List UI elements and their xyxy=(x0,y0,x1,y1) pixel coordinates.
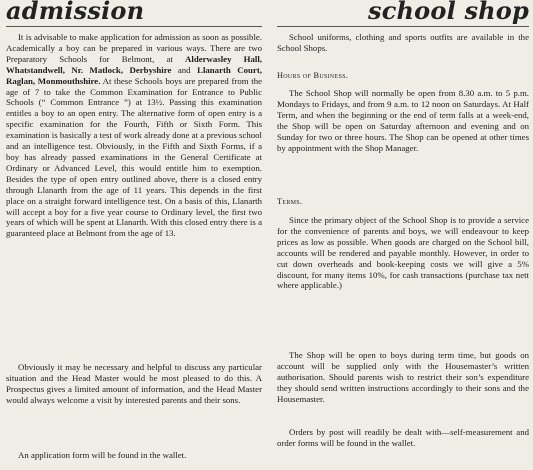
orders-by-post-paragraph: Orders by post will readily be dealt with—self-measurement and order forms will be found in the wallet. xyxy=(277,427,529,448)
admission-para1-and: and xyxy=(171,64,198,75)
admission-para1-intro: It is advisable to make application for admission as soon as possible. Academically a boy can be prepared in various ways. There are two Preparatory Schools for Belmont, at xyxy=(6,32,262,64)
school-shop-heading: school shop xyxy=(367,0,529,25)
terms-subheading: Terms. xyxy=(277,197,303,206)
terms-paragraph: Since the primary object of the School Shop is to provide a service for the convenience of parents and boys, we will endeavour to keep prices as low as possible. When goods are charged on the School bill, accounts will be rendered and payable monthly. However, in order to cut down overheads and book-keeping costs we will give a 5% discount, for many items 10%, for cash transactions (purchase tax nett where applicable.) xyxy=(277,215,529,291)
admission-heading: admission xyxy=(6,0,145,25)
prep-school-llanarth: Llanarth Court, Raglan, Monmouthshire. xyxy=(6,64,262,86)
prep-school-alderwasley: Alderwasley Hall, Whatstandwell, Nr. Matlock, Derbyshire xyxy=(6,53,263,75)
admission-paragraph-1 xyxy=(6,32,262,239)
admission-para1-body: At these Schools boys are prepared from the age of 7 to take the Common Examination for Entrance to Public Schools (“ Common Entrance ”) at 13½. Passing this examination entitles a boy to an open entry. The alternative form of open entry is a specific examination for the Fourth, Fifth or Sixth Form. This examination is basically a test of work already done at a previous school and an intelligence test. Obviously, in the Fifth and Sixth Forms, if a boy has already passed examinations in the General Certificate at Ordinary or Advanced Level, this would entitle him to exemption. Besides the type of open entry outlined above, there is a closed entry through Llanarth from the age of 11 years. This depends in the first place on a straight forward intelligence test. On a basis of this, Llanarth will accept a boy for a five year course to Ordinary level, the first two years of which will be spent at Llanarth. With this closed entry there is a guaranteed place at Belmont from the age of 13. xyxy=(6,75,262,239)
hours-of-business-subheading: Hours of Business. xyxy=(277,71,349,80)
admission-paragraph-2: Obviously it may be necessary and helpful to discuss any particular situation and the Head Master would be most pleased to do this. A Prospectus gives a limited amount of information, and the Head Master would always welcome a visit by interested parents and their sons. xyxy=(6,362,262,405)
admission-heading-rule xyxy=(6,26,262,27)
boys-term-time-paragraph: The Shop will be open to boys during term time, but goods on account will be supplied only with the Housemaster’s written authorisation. Should parents wish to restrict their son’s expenditure they should send written instructions accordingly to their sons and the Housemaster. xyxy=(277,350,529,404)
school-shop-heading-rule xyxy=(277,26,529,27)
admission-paragraph-3: An application form will be found in the wallet. xyxy=(18,450,187,460)
hours-of-business-paragraph: The School Shop will normally be open from 8.30 a.m. to 5 p.m. Mondays to Fridays, and from 9 a.m. to 12 noon on Saturdays. At Half Term, and when the beginning or the end of term falls at a week-end, the Shop will be open on Saturday afternoon and evening and on Sunday for two or three hours. The Shop can be opened at other times by appointment with the Shop Manager. xyxy=(277,88,529,153)
shop-intro-paragraph: School uniforms, clothing and sports outfits are available in the School Shops. xyxy=(277,32,529,53)
